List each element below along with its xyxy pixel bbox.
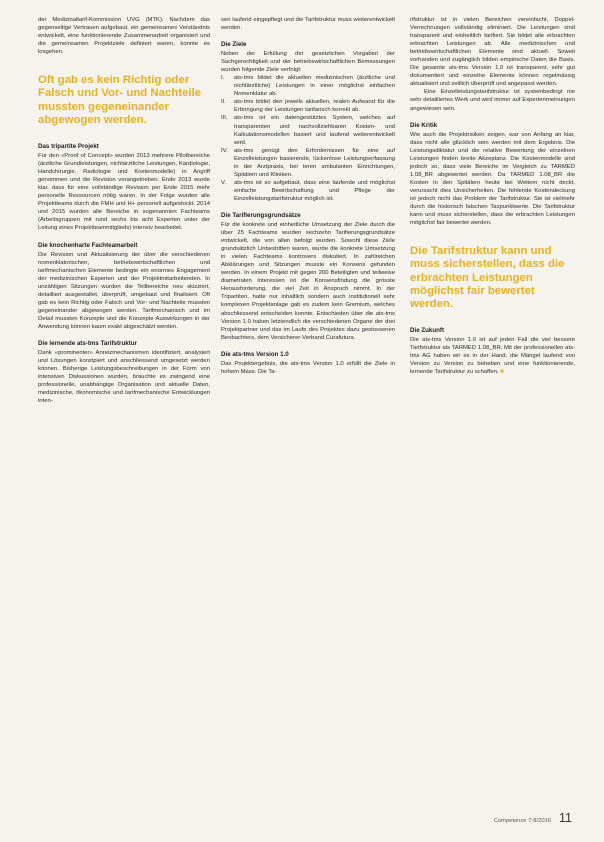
list-item-text: ats-tms genügt den Erfordernissen für eine auf Einzelleistungen basierende, lückenlose Leistungserfassung in der Arztpraxis, bei teren ambulanten Einrichtungen, Spitälern und Kliniken. xyxy=(234,147,395,178)
section-heading: Die knochenharte Fachteamarbeit xyxy=(38,241,138,249)
list-number: III. xyxy=(221,115,228,122)
section-heading: Die lernende ats-tms Tarifstruktur xyxy=(38,339,137,347)
pull-quote: Oft gab es kein Richtig oder Falsch und Vor- und Nachteile mussten gegeneinander abgewogen werden. xyxy=(38,74,202,126)
section-heading: Die Kritik xyxy=(410,121,438,129)
page-footer xyxy=(494,811,572,825)
section-heading: Die Tarifierungsgrundsätze xyxy=(221,211,301,219)
body-text: Die ats-tms Version 1.0 ist auf jeden Fall die viel bessere Tarifstruktur als TARMED 1.08_BR. Mit der professionellen ats-tms AG haben wir es in der Hand, die Mängel laufend von Version zu Version zu beheben und eine funktionierende, lernende Tarifstruktur zu schaffen. xyxy=(410,337,575,376)
list-number: V. xyxy=(221,179,227,186)
body-paragraph: Für den «Proof of Concept» wurden 2013 mehrere Pilotbereiche (ärztliche Grundleistungen, nichtärztliche Leistungen, Kardiologie, Handchirurgie, Radiologie und Kostenmodelle) in Angriff genommen und die Revision vorangetrieben. Ende 2013 wurde klar, dass für eine vollständige Revision per Ende 2015 mehr personelle Ressourcen nötig waren. In der Folge wurden alle Projektteams durch die FMH und H+ personell aufgestockt. 2014 und 2015 wurden alle Bereiche in sogenannten Fachteams (Arbeitsgruppen mit rund sechs bis acht Experten unter der Leitung eines Projektteammitglieds) intensiv bearbeitet. xyxy=(38,153,210,232)
list-item-text: ats-tms bildet den jeweils aktuellen, realen Aufwand für die Erbringung der Leistungen tarifarisch korrekt ab. xyxy=(234,99,395,114)
section-heading: Die Zukunft xyxy=(410,327,445,335)
list-item-text: ats-tms ist so aufgebaut, dass eine laufende und möglichst einfache Bewirtschaftung und Pflege der Einzelleistungstarifstruktur möglich ist. xyxy=(234,179,395,202)
column-left xyxy=(38,16,210,405)
pull-quote: Die Tarifstruktur kann und muss sicherstellen, dass die erbrachten Leistungen möglichst fair bewertet werden. xyxy=(410,245,565,310)
list-item-text: ats-tms ist ein datengestütztes System, welches auf transparenten und nachvollziehbaren Kosten- und Kalkulationsmodellen basiert und laufend weiterentwickelt wird. xyxy=(234,115,395,146)
section-heading: Das tripartite Projekt xyxy=(38,143,99,151)
publication-source: Competence 7-8/2016 xyxy=(493,818,552,824)
body-paragraph xyxy=(410,336,575,376)
list-number: IV. xyxy=(221,147,228,154)
body-paragraph: Eine Einzelleistungstarifstruktur ist systembedingt nie sehr detailliertes Werk und wird immer auf Expertenmeinungen angewiesen sein. xyxy=(410,89,575,112)
list-item xyxy=(221,74,395,98)
end-of-article-icon: ■ xyxy=(500,369,504,376)
section-heading: Die ats-tms Version 1.0 xyxy=(221,350,289,358)
list-number: I. xyxy=(221,75,225,82)
column-right xyxy=(410,16,575,376)
body-paragraph: Für die konkrete und einheitliche Umsetzung der Ziele durch die über 25 Fachteams wurden sechzehn Tarifierungsgrundsätze entwickelt, die von allen befolgt wurden. Sowohl diese Ziele grundsätzlich Unbestritten waren, wurde die konkrete Umsetzung in vielen Fachteams kontrovers diskutiert. In zahlreichen Abklärungen und Sitzungen musste ein Konsens gefunden werden. In einem Projekt mit gegen 200 Beteiligten und teilweise diametralen Interessen ist die Konsensfindung die grösste Herausforderung, die viel Zeit in Anspruch nimmt. In der Tripartiten, hatte nur inhaltlich sondern auch institutionell sehr komplexen Projektanlage gab es zudem kein Gremium, welches abschliessend entscheiden konnte. Entschieden über die ats-tms Version 1.0 haben letztendlich die verschiedenen Organe der drei Projektpartner und das im Laufe des Projektes dazu gestossenen Beobachters, dem Versicherer-Verband Curafutura. xyxy=(221,221,395,341)
list-item xyxy=(221,147,395,179)
list-item xyxy=(221,98,395,114)
body-paragraph: Dank «prominenter» Anreizmechanismen identifiziert, analysiert und Lösungen konzipiert und anschliessend umgesetzt werden können. Bisherige Leistungsbeschreibungen in der Form von intensiven Diskussionen wurden, bräuchte es zwingend eine professionelle, unabhängige Organisation und aktuelle Daten, medizinische, ökonomische und tarifmechanische Entwicklungen inten- xyxy=(38,349,210,405)
page-number: 11 xyxy=(559,811,572,825)
body-paragraph: Wie auch die Projektrisiken zeigen, war von Anfang an klar, dass nicht alle glücklich sein werden mit dem Ergebnis. Die Leistungsdiktatur und die relative Bewertung der einzelnen Leistungen finden breite Akzeptanz. Die Kostenmodelle sind jedoch so, dass viele Bereiche im Vergleich zu TARMED 1.08_BR abgewertet werden. Da TARMED 1.08_BR die Kosten in den Spitälern heute bei Weitem nicht deckt, verursacht dies Unsicherheiten. Die fehlende Kostendeckung ist jedoch nicht das Problem der Tarifstruktur. Sie ist vielmehr durch die historisch falschen Taxpunktwerte. Die Tarifstruktur kann und muss sicherstellen, dass die erbrachten Leistungen möglichst fair bewertet werden. xyxy=(410,131,575,227)
column-middle xyxy=(221,16,395,376)
body-paragraph: Die Revision und Aktualisierung der über die verschiedenen nomenklatorischen, betriebswirtschaftlichen und tarifmechanischen Elemente bedingte ein enormes Engagement der medizinischen Experten und der Projektmitarbeitenden. In unzähligen Sitzungen wurden die Teilbereiche neu skizziert, detailliert ausgestaltet, überprüft, umgebaut und finalisiert. Oft gab es kein Richtig oder Falsch und Vor- und Nachteile mussten gegeneinander abgewogen werden. Tarifmechanisch und im Detail mussten Konzepte und die Konzepte Auswirkungen in der Anwendung können kaum exakt abgeschätzt werden. xyxy=(38,251,210,330)
body-paragraph: der Medizinaltarif-Kommission UVG (MTK). Nachdem das gegenseitige Vertrauen aufgebaut, ein gemeinsames Verständnis entwickelt, eine funktionierende Zusammenarbeit organisiert und die gemeinsamen Projektziele definiert waren, konnte es losgehen. xyxy=(38,17,210,56)
list-item xyxy=(221,114,395,146)
goals-list xyxy=(221,74,395,203)
list-number: II. xyxy=(221,99,226,106)
list-item-text: ats-tms bildet die aktuellen medizinischen (ärztliche und nichtärztliche) Leistungen in einer möglichst einfachen Nomenklatur ab. xyxy=(234,75,395,98)
body-paragraph: Neben der Erfüllung der gesetzlichen Vorgaben der Sachgerechtigkeit und der betriebswirtschaftlichen Bemessungen wurden folgende Ziele verfolgt: xyxy=(221,51,395,74)
body-paragraph: Das Projektergebnis, die ats-tms Version 1.0 erfüllt die Ziele in hohem Mass. Die Ta- xyxy=(221,360,395,375)
section-heading: Die Ziele xyxy=(221,41,247,49)
body-paragraph: rifstruktur ist in vielen Bereichen vereinfacht, Doppel- Verrechnungen vollständig eliminiert. Die Leistungen sind transparent und einheitlich tarifiert. Sie bildet alle erbrachten erbrachten Leistungen ab. Alle medizinischen und betriebswirtschaftlichen Elemente sind aktuell. Soweit vorhanden und zugänglich bilden empirische Daten die Basis. Die gesamte ats-tms Version 1.0 ist transparent, sehr gut dokumentiert und einzelne Elemente können regelmässig aktualisiert und zeitlich überprüft und angepasst werden. xyxy=(410,17,575,88)
list-item xyxy=(221,179,395,203)
body-paragraph: sen laufend eingepflegt und die Tarifstruktur muss weiterentwickelt werden. xyxy=(221,17,395,32)
